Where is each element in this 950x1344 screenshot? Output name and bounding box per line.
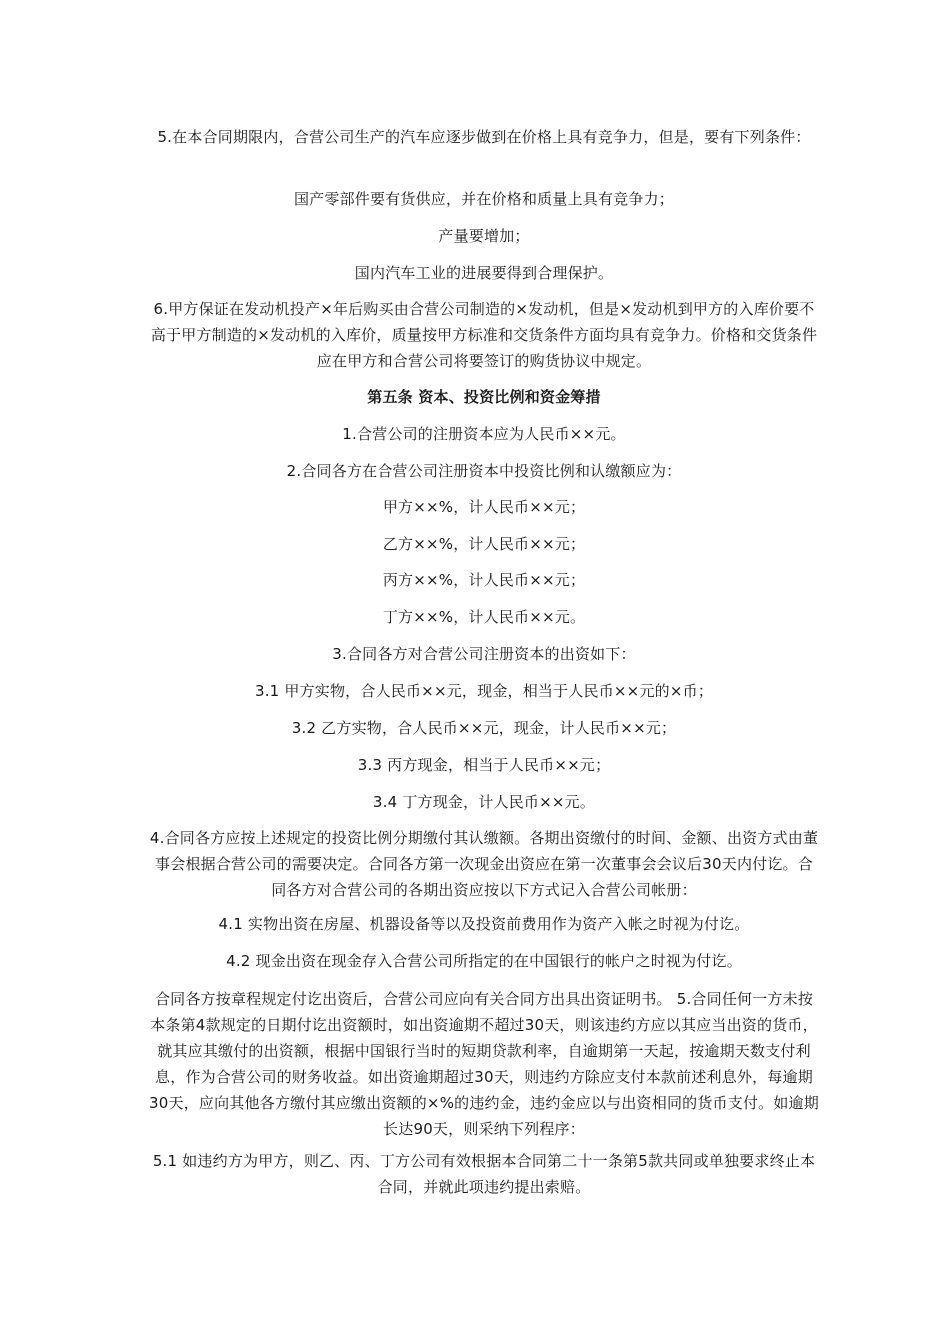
item-3-3-party-c: 3.3 丙方现金，相当于人民币××元； (357, 756, 611, 774)
item-5-late-payment: 合同各方按章程规定付讫出资后，合营公司应向有关合同方出具出资证明书。 5.合同任何一方未按本条第4款规定的日期付讫出资额时，如出资逾期不超过30天，则该违约方应以其应当出资的货币，就其应其缴付的出资额，根据中国银行当时的短期贷款利率，自逾期第一天起，按逾期天数支付利息，作为合营公司的财务收益。如出资逾期超过30天，则违约方除应支付本款前述利息外，每逾期30天，应向其他各方缴付其应缴出资额的×%的违约金，违约金应以与出资相同的货币支付。如逾期长达90天，则采纳下列程序： (149, 990, 819, 1138)
condition-output-increase: 产量要增加； (438, 227, 530, 245)
party-c-ratio: 丙方××%，计人民币××元； (382, 571, 586, 589)
item-5-1-party-a-default: 5.1 如违约方为甲方，则乙、丙、丁方公司有效根据本合同第二十一条第5款共同或单独要求终止本合同，并就此项违约提出索赔。 (152, 1152, 816, 1196)
paragraph-5-price-competitiveness: 5.在本合同期限内，合营公司生产的汽车应逐步做到在价格上具有竞争力，但是，要有下列条件： (157, 128, 811, 146)
item-3-2-party-b: 3.2 乙方实物，合人民币××元，现金，计人民币××元； (291, 719, 677, 737)
paragraph-6-engine-purchase: 6.甲方保证在发动机投产×年后购买由合营公司制造的×发动机，但是×发动机到甲方的入库价要不高于甲方制造的×发动机的入库价，质量按甲方标准和交货条件方面均具有竞争力。价格和交货条件应在甲方和合营公司将要签订的购货协议中规定。 (150, 300, 818, 370)
condition-industry-protection: 国内汽车工业的进展要得到合理保护。 (354, 264, 614, 282)
item-4-2-cash: 4.2 现金出资在现金存入合营公司所指定的在中国银行的帐户之时视为付讫。 (226, 952, 742, 970)
condition-domestic-parts: 国产零部件要有货供应，并在价格和质量上具有竞争力； (293, 190, 674, 208)
item-3-1-party-a: 3.1 甲方实物，合人民币××元，现金，相当于人民币××元的×币； (254, 682, 714, 700)
item-1-registered-capital: 1.合营公司的注册资本应为人民币××元。 (342, 425, 626, 443)
item-4-installments: 4.合同各方应按上述规定的投资比例分期缴付其认缴额。各期出资缴付的时间、金额、出资方式由董事会根据合营公司的需要决定。合同各方第一次现金出资应在第一次董事会会议后30天内付讫。合同各方对合营公司的各期出资应按以下方式记入合营公司帐册： (149, 829, 819, 899)
item-2-investment-ratio: 2.合同各方在合营公司注册资本中投资比例和认缴额应为： (286, 462, 682, 480)
party-a-ratio: 甲方××%，计人民币××元； (382, 498, 586, 516)
item-3-contributions: 3.合同各方对合营公司注册资本的出资如下： (332, 645, 636, 663)
article-5-heading: 第五条 资本、投资比例和资金筹措 (367, 388, 601, 406)
item-3-4-party-d: 3.4 丁方现金，计人民币××元。 (372, 793, 596, 811)
party-b-ratio: 乙方××%，计人民币××元； (382, 535, 586, 553)
party-d-ratio: 丁方××%，计人民币××元。 (382, 608, 586, 626)
item-4-1-in-kind: 4.1 实物出资在房屋、机器设备等以及投资前费用作为资产入帐之时视为付讫。 (218, 915, 750, 933)
